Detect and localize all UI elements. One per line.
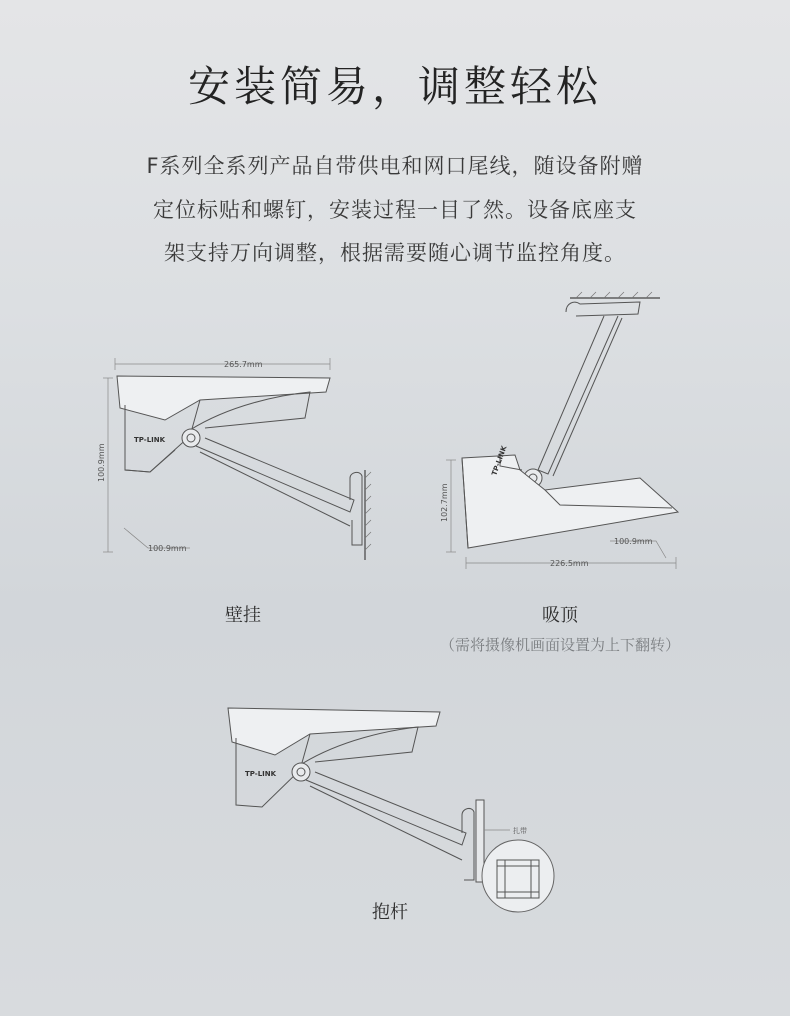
ceiling-dim-depth: 100.9mm — [614, 537, 653, 546]
wall-mount-diagram — [103, 358, 371, 560]
pole-mount-diagram — [228, 708, 554, 912]
wall-dim-width: 265.7mm — [224, 360, 263, 369]
ceiling-mount-note: （需将摄像机画面设置为上下翻转） — [439, 636, 680, 654]
ceiling-dim-width: 226.5mm — [550, 559, 589, 568]
ceiling-camera-logo: TP-LINK — [490, 444, 509, 477]
pole-mount-caption: 抱杆 — [372, 902, 408, 923]
description-line-1: F系列全系列产品自带供电和网口尾线，随设备附赠 — [146, 154, 644, 178]
pole-camera-logo: TP-LINK — [245, 770, 277, 778]
wall-mount-caption: 壁挂 — [225, 605, 261, 626]
ceiling-dim-height: 102.7mm — [440, 483, 449, 522]
page-title: 安装简易，调整轻松 — [187, 62, 602, 111]
description-line-2: 定位标贴和螺钉，安装过程一目了然。设备底座支 — [153, 198, 637, 222]
pole-strap-label: 扎带 — [513, 827, 527, 835]
wall-dim-height: 100.9mm — [97, 443, 106, 482]
ceiling-mount-caption: 吸顶 — [542, 605, 578, 626]
wall-camera-logo: TP-LINK — [134, 436, 166, 444]
wall-dim-depth: 100.9mm — [148, 544, 187, 553]
ceiling-mount-diagram — [446, 292, 678, 569]
description-line-3: 架支持万向调整，根据需要随心调节监控角度。 — [164, 241, 626, 265]
